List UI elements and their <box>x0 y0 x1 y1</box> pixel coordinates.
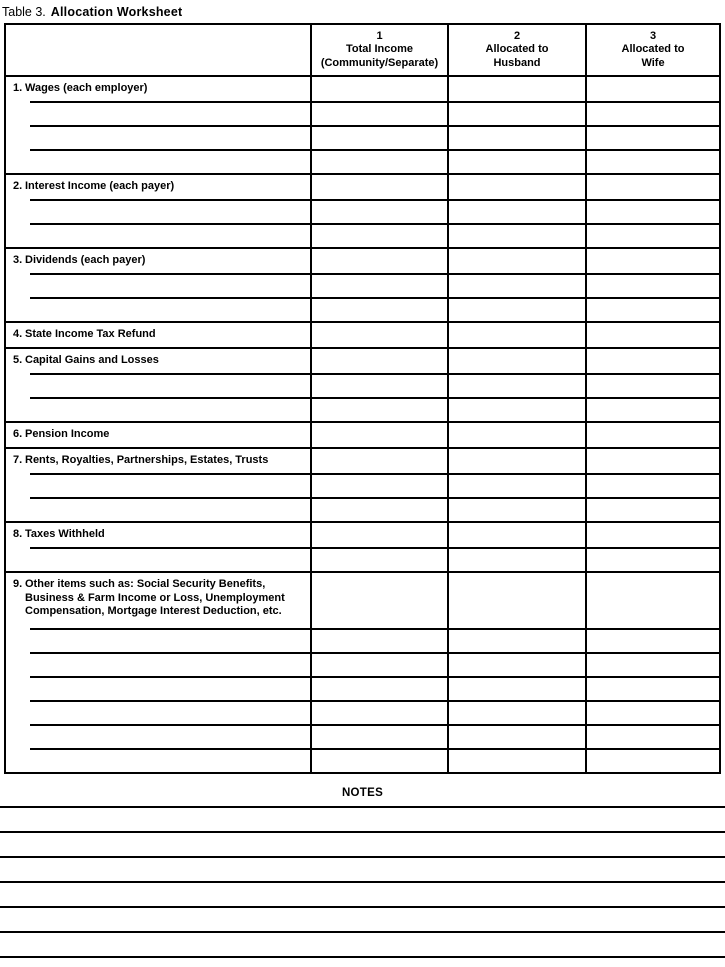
column-label: Total Income <box>345 43 414 56</box>
item-label: Pension Income <box>25 428 110 440</box>
amount-cell <box>312 748 447 772</box>
amount-cell <box>587 523 719 547</box>
column-number: 3 <box>649 29 657 42</box>
item-label: Capital Gains and Losses <box>25 354 159 366</box>
item-label: Dividends (each payer) <box>25 254 146 266</box>
column-label: Wife <box>641 56 665 69</box>
amount-cell <box>312 700 447 724</box>
item-label-column <box>6 323 310 347</box>
allocation-worksheet-table <box>4 23 721 774</box>
amount-cell <box>587 149 719 173</box>
item-label: Rents, Royalties, Partnerships, Estates, Trusts <box>25 454 269 466</box>
table-section-3 <box>6 247 719 321</box>
amount-column-3 <box>585 323 719 347</box>
amount-column-2 <box>447 423 585 447</box>
table-section-4 <box>6 321 719 347</box>
amount-column-3 <box>585 573 719 772</box>
amount-cell <box>587 125 719 149</box>
header-cell-allocated-husband <box>447 25 585 75</box>
amount-cell <box>449 199 585 223</box>
item-label-row <box>6 175 310 199</box>
write-in-line <box>30 101 310 125</box>
item-number: 2. <box>13 180 23 192</box>
amount-cell <box>449 273 585 297</box>
write-in-line <box>30 397 310 421</box>
item-label: Taxes Withheld <box>25 528 105 540</box>
notes-heading: NOTES <box>341 787 384 799</box>
amount-cell <box>312 473 447 497</box>
item-label: State Income Tax Refund <box>25 328 156 340</box>
amount-cell <box>449 473 585 497</box>
amount-cell <box>587 249 719 273</box>
write-in-line <box>30 125 310 149</box>
amount-cell <box>312 77 447 101</box>
write-in-line <box>30 700 310 724</box>
item-number: 4. <box>13 328 23 340</box>
amount-cell <box>449 497 585 521</box>
amount-cell <box>587 199 719 223</box>
table-section-8 <box>6 521 719 571</box>
amount-cell <box>312 497 447 521</box>
item-label-row <box>6 77 310 101</box>
amount-cell <box>587 297 719 321</box>
amount-cell <box>312 523 447 547</box>
amount-cell <box>449 628 585 652</box>
column-label: Husband <box>493 56 541 69</box>
amount-column-1 <box>310 249 447 321</box>
amount-column-2 <box>447 323 585 347</box>
amount-cell <box>312 101 447 125</box>
item-number: 5. <box>13 354 23 366</box>
item-label-column <box>6 77 310 173</box>
amount-cell <box>449 547 585 571</box>
notes-section <box>0 787 725 963</box>
amount-column-1 <box>310 175 447 247</box>
write-in-line <box>30 297 310 321</box>
amount-cell <box>449 373 585 397</box>
amount-cell <box>312 323 447 347</box>
item-label-column <box>6 423 310 447</box>
amount-cell <box>587 273 719 297</box>
amount-cell <box>587 652 719 676</box>
amount-cell <box>587 473 719 497</box>
header-cell-items <box>6 25 310 75</box>
amount-cell <box>449 349 585 373</box>
amount-cell <box>312 175 447 199</box>
amount-cell <box>312 223 447 247</box>
amount-column-1 <box>310 449 447 521</box>
item-label-column <box>6 349 310 421</box>
amount-cell <box>587 101 719 125</box>
amount-cell <box>587 423 719 447</box>
write-in-line <box>30 273 310 297</box>
amount-cell <box>449 700 585 724</box>
item-label-row <box>6 323 310 347</box>
page-title <box>0 0 725 23</box>
amount-column-1 <box>310 523 447 571</box>
write-in-line <box>30 628 310 652</box>
write-in-line <box>30 724 310 748</box>
amount-cell <box>312 397 447 421</box>
amount-column-3 <box>585 77 719 173</box>
amount-column-2 <box>447 449 585 521</box>
item-label-row <box>6 523 310 547</box>
amount-column-2 <box>447 573 585 772</box>
amount-cell <box>312 199 447 223</box>
amount-cell <box>587 373 719 397</box>
item-number: 7. <box>13 454 23 466</box>
amount-column-3 <box>585 249 719 321</box>
amount-column-2 <box>447 349 585 421</box>
notes-lines <box>0 806 725 963</box>
item-label-column <box>6 449 310 521</box>
table-section-1 <box>6 77 719 173</box>
amount-cell <box>312 125 447 149</box>
item-number: 3. <box>13 254 23 266</box>
amount-cell <box>449 523 585 547</box>
amount-cell <box>312 628 447 652</box>
amount-cell <box>449 125 585 149</box>
column-number: 2 <box>513 29 521 42</box>
item-number: 9. <box>13 578 23 590</box>
header-cell-total-income <box>310 25 447 75</box>
amount-cell <box>449 573 585 628</box>
item-number: 1. <box>13 82 23 94</box>
amount-cell <box>312 423 447 447</box>
item-label-row <box>6 423 310 447</box>
item-label-column <box>6 573 310 772</box>
table-section-9 <box>6 571 719 772</box>
amount-cell <box>449 397 585 421</box>
notes-rule-line <box>0 956 725 963</box>
write-in-line <box>30 373 310 397</box>
column-label: (Community/Separate) <box>320 56 439 69</box>
amount-cell <box>587 573 719 628</box>
worksheet-sections <box>6 77 719 772</box>
column-label: Allocated to <box>485 43 549 56</box>
amount-cell <box>449 297 585 321</box>
amount-column-1 <box>310 77 447 173</box>
amount-cell <box>449 676 585 700</box>
amount-cell <box>312 373 447 397</box>
amount-cell <box>587 449 719 473</box>
amount-cell <box>449 748 585 772</box>
amount-cell <box>449 175 585 199</box>
item-label-row <box>6 573 310 628</box>
amount-cell <box>312 349 447 373</box>
amount-cell <box>449 223 585 247</box>
item-number: 8. <box>13 528 23 540</box>
worksheet-title: Allocation Worksheet <box>50 5 183 19</box>
amount-cell <box>449 323 585 347</box>
write-in-line <box>30 547 310 571</box>
notes-rule-line <box>0 881 725 906</box>
notes-rule-line <box>0 806 725 831</box>
amount-cell <box>312 149 447 173</box>
write-in-line <box>30 676 310 700</box>
amount-column-3 <box>585 349 719 421</box>
notes-rule-line <box>0 931 725 956</box>
amount-column-2 <box>447 249 585 321</box>
item-label-column <box>6 523 310 571</box>
amount-cell <box>587 349 719 373</box>
amount-cell <box>587 77 719 101</box>
amount-cell <box>449 423 585 447</box>
item-label-row <box>6 449 310 473</box>
amount-cell <box>312 273 447 297</box>
write-in-line <box>30 473 310 497</box>
notes-rule-line <box>0 856 725 881</box>
table-section-2 <box>6 173 719 247</box>
amount-column-1 <box>310 323 447 347</box>
column-number: 1 <box>376 29 383 42</box>
amount-cell <box>449 724 585 748</box>
item-label-row <box>6 249 310 273</box>
item-label-column <box>6 249 310 321</box>
amount-cell <box>312 297 447 321</box>
amount-column-3 <box>585 423 719 447</box>
amount-column-2 <box>447 77 585 173</box>
amount-cell <box>449 652 585 676</box>
item-label: Wages (each employer) <box>25 82 148 94</box>
write-in-line <box>30 748 310 772</box>
amount-column-3 <box>585 449 719 521</box>
table-section-6 <box>6 421 719 447</box>
amount-cell <box>587 397 719 421</box>
table-section-5 <box>6 347 719 421</box>
amount-column-1 <box>310 349 447 421</box>
amount-cell <box>312 573 447 628</box>
item-label-row <box>6 349 310 373</box>
amount-column-2 <box>447 175 585 247</box>
amount-cell <box>312 676 447 700</box>
amount-cell <box>587 497 719 521</box>
amount-cell <box>449 77 585 101</box>
amount-cell <box>587 676 719 700</box>
amount-cell <box>587 223 719 247</box>
amount-column-3 <box>585 523 719 571</box>
notes-rule-line <box>0 906 725 931</box>
amount-cell <box>587 547 719 571</box>
amount-cell <box>587 724 719 748</box>
write-in-line <box>30 149 310 173</box>
write-in-line <box>30 497 310 521</box>
amount-cell <box>587 175 719 199</box>
table-header-row <box>6 25 719 77</box>
amount-column-1 <box>310 573 447 772</box>
amount-cell <box>312 652 447 676</box>
amount-column-3 <box>585 175 719 247</box>
table-number-label: Table 3. <box>2 5 46 19</box>
table-section-7 <box>6 447 719 521</box>
item-label: Interest Income (each payer) <box>25 180 175 192</box>
amount-column-1 <box>310 423 447 447</box>
header-cell-allocated-wife <box>585 25 719 75</box>
amount-cell <box>587 323 719 347</box>
item-label-column <box>6 175 310 247</box>
amount-cell <box>312 249 447 273</box>
amount-cell <box>587 748 719 772</box>
amount-column-2 <box>447 523 585 571</box>
write-in-line <box>30 652 310 676</box>
amount-cell <box>449 101 585 125</box>
amount-cell <box>587 628 719 652</box>
notes-rule-line <box>0 831 725 856</box>
write-in-line <box>30 199 310 223</box>
amount-cell <box>449 249 585 273</box>
amount-cell <box>449 149 585 173</box>
amount-cell <box>449 449 585 473</box>
amount-cell <box>312 724 447 748</box>
amount-cell <box>312 449 447 473</box>
amount-cell <box>312 547 447 571</box>
column-label: Allocated to <box>621 43 685 56</box>
item-number: 6. <box>13 428 23 440</box>
amount-cell <box>587 700 719 724</box>
write-in-line <box>30 223 310 247</box>
item-label: Other items such as: Social Security Benefits, Business & Farm Income or Loss, Unemployment Compensation, Mortgage Interest Deduction, etc. <box>25 578 285 617</box>
